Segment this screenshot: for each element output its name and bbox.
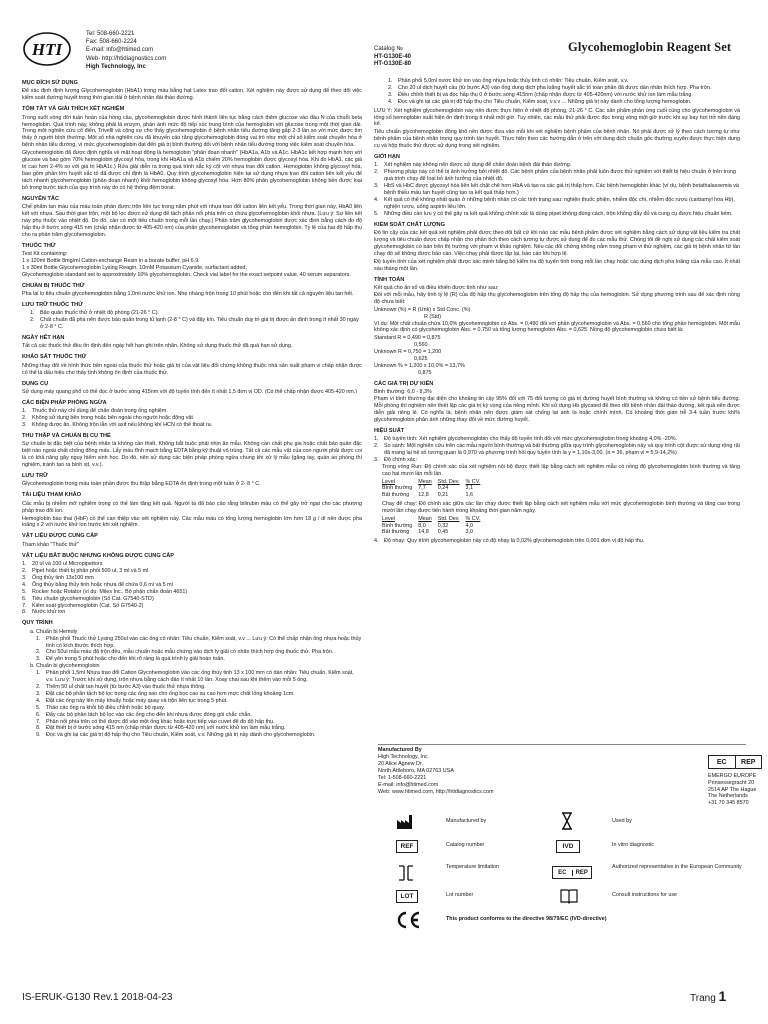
section-heading: TÍNH TOÁN (374, 276, 405, 283)
section-deterioration (22, 354, 362, 376)
lot-icon: LOT (396, 890, 418, 903)
catalog-number: HT-G130E-40 (374, 53, 412, 60)
ivd-icon: IVD (556, 840, 580, 853)
section-instrument (22, 381, 362, 396)
list-item: 3. HbS và HbC được glycosyl hóa liên kết chặt chẽ hơn HbA và tạo ra các giá trị thấp hơn. Các bệnh hemoglobin khác (ví dụ, bệnh betathalassemia và bệnh thiếu máu tan huyết cũng tạo ra kết quả thấp hơn.) (374, 183, 739, 197)
section-text: Hemoglobin bào thai (HbF) có thể can thiệp vào xét nghiệm này. Các mẫu máu có tổng lượng hemoglobin lớn hơn 18 g / dl nên được pha loãng x 2 với nước khử ion trước khi xét nghiệm. (22, 515, 362, 529)
rep-label: REP (741, 758, 756, 766)
section-text: Độ tin cậy của các kết quả xét nghiệm phải được theo dõi bất cứ khi nào các mẫu bệnh phẩm được xét nghiệm bằng cách sử dụng vật liệu kiểm tra chất lượng và tiêu chuẩn được chấp nhận cho phân tích theo cách tương tự được sử dụng để đo các mẫu thử. Chúng tôi đề nghị sử dụng các chất kiểm soát glycohemoglobin có bán trên thị trường với phạm vi khảo nghiệm. Nếu các đối chứng không nằm trong phạm vi thử nghiệm, các giá trị bệnh nhân từ lần chạy đó sẽ không được báo cáo. Việc chạy phải được lặp lại, báo cáo khi hợp lệ. (374, 230, 740, 257)
contact-line: Web- http://htidiagnostics.com (86, 55, 167, 62)
section-specimen (22, 433, 362, 469)
list-item: 4. Đặt các ống này lên máy khuấy hoặc máy quay và trộn liên tục trong 5 phút. (36, 697, 228, 704)
section-heading: HIỆU SUẤT (374, 427, 405, 434)
section-summary (22, 106, 362, 191)
address-line: Prinsessegracht 20 (708, 779, 755, 786)
section-reagent-prep (22, 283, 362, 298)
formula-line: Unknown R = 0,750 = 1,200 (374, 349, 442, 356)
section-text: Sự chuẩn bị đặc biệt của bệnh nhân là không cần thiết. Không bắt buộc phải nhịn ăn mẫu. Không cần chất phụ gia hoặc chất bảo quản đặc biệt nào ngoài chất chống đông máu. Lấy máu tĩnh mạch bằng EDTA bằng kỹ thuật vô trùng. Tất cả các mẫu vật của con người phải được coi là có khả năng gây nguy hiểm sinh học. Do đó, nên sử dụng các biện pháp phòng ngừa chung khi xử lý mẫu (găng tay, quần áo phòng thí nghiệm, tránh tạo ra bình xịt, v.v.). (22, 441, 362, 469)
list-item: 2. Cho 50ul mẫu máu đã trộn đều, mẫu chuẩn hoặc mẫu chứng vào dịch ly giải có nhãn thích hợp ống thuốc thử. Pha trộn. (36, 649, 334, 656)
list-item: 1. Độ tuyến tính: Xét nghiệm glycohemoglobin cho thấy độ tuyến tính đối với mức glycohemoglobin trong khoảng 4,0% -20%. (374, 436, 678, 443)
list-item: 3. Điều chỉnh thiết bị và đọc hấp thụ 0 ở bước sóng 415nm (chấp nhận được từ 405-420nm) với nước khử ion làm mẫu trắng. (388, 91, 693, 98)
formula-line: 0,875 (418, 369, 432, 376)
procedure-sub-label: a. Chuẩn bị Hemoly (30, 628, 78, 635)
table-row: Bất thường 14,8 0,45 3,0 (382, 529, 474, 536)
table-header: Std. Dev. (437, 478, 460, 485)
list-item: 3. Đặt các bộ phân tách bộ lọc trong các ống sao cho ống bọc cao su cao hơn mực chất lỏng khoảng 1cm. (36, 690, 295, 697)
table-header: Level (382, 515, 395, 522)
address-line: +31 70 345 8570 (708, 800, 749, 807)
contact-line: E-mail: info@htimed.com (86, 47, 154, 54)
table-row: Bình thường 7,7 0,24 3,1 (382, 485, 474, 492)
calc-line: Đối với mỗi mẫu, hãy tính tỷ lệ (R) của độ hấp thụ glycohemoglobin trên tổng độ hấp thụ của hemoglobin. Sử dụng phương trình sau để xác định nồng độ chưa biết: (374, 291, 740, 305)
procedure-sub-label: b. Chuẩn bị glycohemoglobin (30, 663, 100, 670)
section-heading: QUY TRÌNH (22, 620, 53, 627)
table-header: % CV. (465, 515, 481, 522)
section-text: Những thay đổi về hình thức bên ngoài của thuốc thử hoặc giá trị của vật liệu đối chứng không thuộc nhà sản xuất phạm vi chấp nhận được có thể là dấu hiệu cho thấy tình không ổn định của thuốc thử. (22, 362, 362, 376)
section-heading: KIỂM SOÁT CHẤT LƯỢNG (374, 221, 445, 228)
left-column (22, 80, 362, 743)
list-item: 2. Không sử dụng bên trong hoặc bên ngoài cho người hoặc động vật. (22, 415, 195, 422)
list-item: 1. Phân phối Thuốc thử Lysing 250ul vào các ống có nhãn: Tiêu chuẩn, Kiểm soát, v.v ... Lưu ý: Có thể chấp nhận ống nhựa hoặc thủy tinh có kích thước thích hợp. (36, 635, 362, 649)
note-text: LƯU Ý: Xét nghiệm glycohemoglobin này nên được thực hiện ở nhiệt độ phòng, 21-26 ° C. Các sản phẩm phản ứng cuối cùng cho glycohemoglobin và tổng số hemoglobin xuất hiện ổn định trong ít nhất một giờ. Tuy nhiên, các mẫu thử phải được đọc trong vòng một giờ trước khi sự bay hơi trở nên đáng kể. (374, 107, 740, 128)
list-item: 4. Độ nhạy: Quy trình glycohemoglobin này có độ nhạy là 0,02% glycohemoglobin trên 0,001 đơn vị độ hấp thụ. (374, 538, 645, 545)
section-text: Trong suốt vòng đời tuần hoàn của hồng cầu, glycohemoglobin được hình thành liên tục bằng cách thêm glucose vào đầu N của chuỗi beta hemoglobin. Quá trình này, không phải là enzym, phản ánh mức độ tiếp xúc trung bình của hemoglobin với glucose trong một thời gian dài. Trong một nghiên cứu cổ điển, Trivelli và cộng sự cho thấy glycohemoglobin ở bệnh nhân tiểu đường tăng gấp 2-3 lần so với mức được tìm thấy ở người bình thường. Một số nhà nghiên cứu đã khuyến cáo rằng glycohemoglobin đóng vai trò như một chỉ số kiểm soát chuyển hóa ở bệnh nhân tiểu đường, vì mức glycohemoglobin đạt đến giá trị bình thường đối với bệnh nhân tiểu đường trong việc kiểm soát chuyển hóa. (22, 114, 362, 149)
ec-label: EC (709, 756, 736, 768)
table-row: Bình thường 8,0 0,32 4,0 (382, 522, 474, 529)
list-item: 7. Phân nổi phía trên có thể được đổ vào một ống khác hoặc trực tiếp vào cuvet để đo độ hấp thụ. (36, 718, 275, 725)
formula-line: Standard R = 0,490 = 0,875 (374, 335, 441, 342)
section-text: Pha lại lọ tiêu chuẩn glycohemoglobin bằng 1,0ml nước khử ion. Nhẹ nhàng trộn trong 10 phút hoặc cho đến khi tất cả nguyên liệu tan hết. (22, 290, 354, 297)
list-item: 4. Đọc và ghi lại các giá trị độ hấp thụ cho Tiêu chuẩn, Kiểm soát, v.v.v ... Những giá trị này dành cho tổng lượng hemoglobin. (388, 98, 692, 105)
list-item: 6. Đẩy các bộ phân tách bộ lọc vào các ống cho đến khi nhựa được đóng gói chắc chắn. (36, 711, 252, 718)
list-item: 1. 20 ul và 100 ul Micropipettors (22, 561, 103, 568)
address-line: North Attleboro, MA 02763 USA (378, 768, 454, 774)
ec-rep-address (708, 773, 756, 807)
list-item: 9. Đọc và ghi lại các giá trị độ hấp thụ cho Tiêu chuẩn, Kiểm soát, v.v. Những giá trị này dành cho glycohemoglobin. (36, 732, 316, 739)
section-text: Các mẫu bị nhiễm mỡ nghiêm trọng có thể làm tăng kết quả. Người ta đã báo cáo rằng bilirubin máu có thể gây trở ngại cho các phương pháp trao đổi ion. (22, 500, 362, 514)
address-line: E-mail: info@htimed.com (378, 782, 439, 788)
symbol-label: Used by (612, 818, 632, 824)
section-heading: THU THẬP VÀ CHUẨN BỊ CỤ THỂ (22, 432, 111, 439)
section-heading: NGUYÊN TẮC (22, 195, 59, 202)
list-item: 2. Phương pháp này có thể bị ảnh hưởng bởi nhiệt độ. Các bệnh phẩm của bệnh nhân phải luôn được thử nghiệm với thiết bị hiệu chuẩn ở trên trong quá trình chạy để loại bỏ ảnh hưởng của nhiệt độ. (374, 169, 736, 183)
factory-icon (396, 814, 414, 830)
section-storage (22, 473, 362, 488)
list-item: 2. Pipet hoặc thiết bị phân phối 500 ul, 3 ml và 5 ml (22, 567, 149, 574)
section-heading: KHẢO SÁT THUỐC THỬ (22, 354, 87, 361)
section-interference (22, 492, 362, 529)
symbol-label: Lot number (446, 892, 474, 898)
section-heading: DỤNG CỤ (22, 380, 49, 387)
list-item: 8. Đặt thiết bị ở bước sóng 415 nm (chấp nhận được từ 405-420 nm) với nước khử ion làm mẫu trắng. (36, 725, 286, 732)
formula-line: Unknown (%) = R (Unk) x Std Conc. (%) (374, 306, 471, 313)
hourglass-icon (560, 812, 574, 830)
symbol-label: Consult instructions for use (612, 892, 678, 898)
section-reagent-storage (22, 302, 362, 331)
section-text: Tham khảo "Thuốc thử" (22, 541, 79, 548)
symbol-label: Temperature limitation (446, 864, 500, 870)
manufacturer-label: Manufactured By (378, 747, 422, 753)
section-heading: LƯU TRỮ (22, 473, 48, 479)
between-run-table (382, 516, 486, 536)
contact-line: Fax: 508-660-2224 (86, 39, 137, 46)
section-limitations (374, 154, 740, 218)
reagent-line: 1 x 120ml Bottle 8mg/ml Cation-exchange Resin in a borate buffer, pH 6.9. (22, 257, 200, 264)
ce-mark-icon (394, 910, 422, 930)
symbol-label: Manufactured by (446, 818, 487, 824)
list-item: 1. Phân phối 5,0ml nước khử ion vào ống nhựa hoặc thủy tinh có nhãn: Tiêu chuẩn, Kiểm soát, v.v. (388, 78, 629, 84)
within-run-table (382, 479, 486, 499)
symbol-label: Authorized representative in the European Community (612, 864, 742, 870)
list-item: 7. Kiểm soát glycohemoglobin (Cat. Số G7540-2) (22, 602, 144, 609)
address-line: High Technology, Inc. (378, 754, 430, 760)
list-item: 3. Độ chính xác: (374, 456, 417, 463)
table-header: Level (382, 478, 395, 485)
address-line: 2514 AP The Hague (708, 786, 757, 793)
reagent-line: 1 x 30ml Bottle Glycohemoglobin Lysing Reagin, 10mM Potassium Cyanide, surfactant added. (22, 264, 247, 271)
book-icon (560, 888, 578, 904)
list-item: 2. So sánh: Một nghiên cứu trên các mẫu người bình thường và bất thường giữa quy trình glycohemoglobin này và quy trình cột được sử dụng rộng rãi đã mang lại hệ số tương quan là 0,970 và phương trình hồi quy tuyến tính là y = 1,10x-3,00. (n = 36, phạm vi = 5,9-14,2%) (374, 443, 740, 456)
note-text: Tiêu chuẩn glycohemoglobin đông khô nên được đưa vào mỗi khi xét nghiệm bệnh phẩm của bệnh nhân. Nó phải được xử lý theo cách tương tự như bệnh phẩm của bệnh nhân trong quy trình tán huyết. Thực hiện theo các hướng dẫn ở trên với dung dịch chuẩn gốc thường xuyên được thực hiện dung cụ và hộp thuốc thử được sử dụng trong xét nghiệm. (374, 129, 740, 150)
section-text: Độ tuyến tính của xét nghiệm phải được xác minh bằng bộ kiểm tra độ tuyến tính trong mỗi lần chạy hoặc các dung dịch pha loãng của mẫu cao. Ít nhất sáu tháng một lần. (374, 258, 740, 272)
document-id: IS-ERUK-G130 Rev.1 2018-04-23 (22, 992, 173, 1003)
company-name: High Technology, Inc (86, 63, 146, 70)
section-heading: VẬT LIỆU BẮT BUỘC NHƯNG KHÔNG ĐƯỢC CUNG CẤP (22, 552, 175, 559)
section-intended-use (22, 80, 362, 102)
list-item: 3. Để yên trong 5 phút hoặc cho đến khi rõ ràng là quá trình ly giải hoàn toàn. (36, 656, 225, 663)
formula-line: 0,625 (414, 356, 428, 363)
page-label: Trang (690, 993, 716, 1004)
section-calculation (374, 277, 740, 377)
section-heading: CÁC BIỆN PHÁP PHÒNG NGỪA (22, 399, 107, 406)
page-number (690, 988, 726, 1004)
catalog-label: Catalog № (374, 46, 403, 52)
list-item: 2. Chất chuẩn đã pha nên được bảo quản trong tủ lạnh (2-8 ° C) và đậy kín. Tiêu chuẩn duy trì giá trị được ấn định trong ít nhất 30 ngày ở 2-8 ° C. (30, 317, 359, 331)
ec-rep-badge (708, 755, 762, 769)
section-heading: MỤC ĐÍCH SỬ DỤNG (22, 80, 78, 86)
section-expiry (22, 335, 362, 350)
ref-icon: REF (396, 840, 418, 853)
section-principle (22, 196, 362, 239)
section-heading: VẬT LIỆU ĐƯỢC CUNG CẤP (22, 533, 98, 540)
list-item: 6. Tiêu chuẩn glycohemoglobin (Số Cat. G7540-STD) (22, 595, 154, 602)
section-text: Bình thường: 6,0 - 8,3% (374, 389, 432, 396)
list-item: 5. Tháo các ống ra khỏi bộ điều chỉnh hoặc bộ quay. (36, 704, 165, 711)
section-text: Sử dụng máy quang phổ có thể đọc ở bước sóng 415nm với độ tuyến tính đến ít nhất 1,5 đơn vị OD. (Có thể chấp nhận được 405-420 nm.) (22, 388, 358, 395)
table-header: Mean (418, 515, 432, 522)
list-item: 2. Cho 20 ul dịch huyết cầu (từ bước A3) vào ống dung dịch pha loãng huyết sắc tố toàn phần đã được dán nhãn thích hợp. Pha trộn. (388, 84, 712, 91)
list-item: 4. Ống thủy bằng thủy tinh hoặc nhựa để chứa 0,6 ml và 5 ml (22, 581, 173, 588)
calc-line: Kết quả cho ẩn số và điều khiển được tính như sau: (374, 284, 499, 291)
section-reagents (22, 243, 362, 279)
list-item: 3. Không được ăn. Không trộn lẫn với axit nếu không khí HCN có thể thoát ra. (22, 422, 213, 429)
contact-line: Tel: 508-660-2221 (86, 31, 135, 37)
formula-line: Unknown % = 1,200 x 10,0% = 13,7% (374, 362, 465, 369)
section-heading: LƯU TRỮ THUỐC THỬ (22, 301, 83, 308)
precision-text: Chạy để chạy: Độ chính xác giữa các lần chạy được thiết lập bằng cách xét nghiệm mẫu với mức glycohemoglobin bình thường và tăng cao trong mười lần chạy được tiến hành trong khoảng thời gian năm ngày. (382, 500, 740, 514)
section-heading: NGÀY HẾT HẠN (22, 335, 65, 341)
section-heading: TÓM TẮT VÀ GIẢI THÍCH XÉT NGHIỆM (22, 106, 125, 113)
address-line: 20 Alice Agnew Dr. (378, 761, 423, 767)
section-heading: THUỐC THỬ (22, 242, 56, 249)
section-text: Tất cả các thuốc thử đều ổn định đến ngày hết hạn ghi trên nhãn. Không sử dụng thuốc thử đã quá hạn sử dụng. (22, 343, 293, 350)
section-text: Để xác định định lượng Glycohemoglobin (HbA1) trong máu bằng hạt Latex trao đổi cation. Xét nghiệm này được sử dụng để theo dõi việc kiểm soát đường huyết trong thời gian dài ở bệnh nhân đái tháo đường. (22, 88, 362, 102)
address-line: Web: www.htimed.com, http://htidiagnostics.com (378, 789, 494, 795)
hti-logo (22, 30, 72, 68)
list-item: 5. Những điều cần lưu ý có thể gây ra kết quả không chính xác là dùng pipet không đúng cách, trộn không đầy đủ và cung cụ được hiệu chuẩn kém. (374, 210, 733, 217)
table-row: Bất thường 12,8 0,21 1,6 (382, 492, 474, 499)
section-quality-control (374, 222, 740, 273)
section-performance (374, 428, 740, 545)
list-item: 1. Phân phối 1,5ml Nhựa trao đổi Cation Glycohemoglobin vào các ống thủy tinh 13 x 100 mm có dán nhãn: Tiêu chuẩn, Kiểm soát, v.v. Lưu ý: Trước khi sử dụng, trộn nhựa bằng cách đảo ít nhất 10 lần. Xoay chai sau khi thêm vào mỗi 5 ống. (36, 670, 354, 684)
list-item: 5. Rocker hoặc Rotator (ví dụ: Miles Inc., Bộ phận chẩn đoán 4651) (22, 588, 188, 595)
catalog-number: HT-G130E-80 (374, 61, 412, 67)
section-expected-values (374, 381, 740, 424)
catalog-block (374, 46, 411, 69)
list-item: 4. Kết quả có thể không nhất quán ở những bệnh nhân có các tình trạng sau: nghiện thuốc phiện, nhiễm độc chì, nhiễm độc rượu (carbamyl hóa Hb), nghiện rượu, uống aspirin liều lớn. (374, 197, 735, 210)
address-line: EMERGO EUROPE (708, 773, 757, 779)
section-heading: TÀI LIỆU THAM KHẢO (22, 492, 82, 499)
symbol-label: Catalog number (446, 842, 485, 848)
svg-text:HTI: HTI (31, 40, 63, 59)
calc-line: Ví dụ: Một chất chuẩn chứa 10,0% glycohemoglobin có Abs. = 0,490 đối với phần glycohemoglobin và Abs. = 0,560 cho tổng phần hemoglobin. Một mẫu không xác định có glycohemoglobin Abs. = 0,750 và tổng lượng hemoglobin Abs. = 0,625. Nồng độ glycohemoglobin chưa biết là: (374, 320, 740, 334)
section-text: Glycohemoglobin đã được định nghĩa về mặt hoạt động là hemoglobin "phân đoạn nhanh" (HbA1a, A1b và A1c. HbA1c kết hợp mạnh hơn với glucose và bao gồm 70% hemoglobin glycosyl hóa, trong khi HbA1a và A1b chiếm 20% hemoglobin được glycosyl hóa. Khi đo HbA1, các giá trị cao hơn 2-4% so với giá trị HbA1c.) Rửa giải diễn ra trong quá trình sắc ký cột với nhựa trao đổi cation. Hemoglobin không glycosyl hóa, bao gồm phần lớn huyết sắc tố đã được chỉ định là HbA0. Quy trình glycohemoglobin hiện tại sử dụng nhựa trao đổi cation liên kết yếu để tách nhanh glycohemoglobin (phân đoạn nhanh) khỏi hemoglobin không glycosyl hóa. Hơn 80% phân glycohemoglobin không bền được loại bỏ trong bước tách của quy trình này do có hệ thống đệm borat. (22, 150, 362, 191)
formula-line: 0,560 (414, 342, 428, 349)
reagent-line: Glycohemoglobin standard set to approximately 10% glycohemoglobin. Check vial label for the exact setpoint value. 40 serum separators. (22, 271, 351, 278)
section-text: Glycohemoglobin trong máu toàn phần được thu thập bằng EDTA ổn định trong một tuần ở 2- 8 ° C. (22, 481, 261, 488)
contact-block (86, 30, 166, 71)
list-item: 1. Thuốc thử này chỉ dùng để chẩn đoán trong ống nghiệm. (22, 408, 168, 415)
section-materials-provided (22, 533, 362, 548)
section-text: Phạm vi bình thường đại diện cho khoảng tin cậy 95% đối với 75 đối tượng có giá trị đường huyết bình thường và không có tiền sử bệnh tiểu đường. Mỗi phòng thí nghiệm nên thiết lập các giá trị kỳ vọng của riêng mình. Khi sử dụng Hb glycated để theo dõi bệnh nhân đái tháo đường, kết quả nên được diễn giải riêng lẻ. Có nghĩa là, bệnh nhân nên được giám sát chống lại anh ta hoặc chính mình. Có khoảng thời gian trễ 3-4 tuần trước khi% glycohemoglobin phản ánh những thay đổi về mức đường huyết. (374, 396, 740, 423)
section-heading: GIỚI HẠN (374, 154, 400, 161)
table-header: % CV. (465, 478, 481, 485)
ec-rep-icon: EC REP (552, 866, 592, 879)
section-heading: CÁC GIÁ TRỊ DỰ KIẾN (374, 380, 434, 387)
precision-text: Trong vòng Run: Độ chính xác của xét nghiệm nội bộ được thiết lập bằng cách xét nghiệm mẫu có nồng độ glycohemoglobin bình thường và tăng cao hai mươi lần mỗi lần. (382, 463, 740, 477)
list-item: 2. Thêm 50 ul chất tan huyết (từ bước A3) vào thuốc thử nhựa thông. (36, 683, 206, 690)
section-procedure (22, 620, 362, 739)
section-heading: CHUẨN BỊ THUỐC THỬ (22, 282, 85, 289)
section-precautions (22, 400, 362, 429)
symbol-label: In vitro diagnostic (612, 842, 654, 848)
table-header: Std. Dev. (437, 515, 460, 522)
manufacturer-address (378, 747, 494, 796)
table-header: Mean (418, 478, 432, 485)
list-item: 3. Ống thủy tinh 13x100 mm (22, 574, 94, 581)
reagent-line: Test Kit containing: (22, 250, 68, 257)
right-column (374, 78, 740, 549)
list-item: 1. Bảo quản thuốc thử ở nhiệt độ phòng (21-26 ° C). (30, 310, 159, 317)
address-line: Tel: 1-508-660-2221 (378, 775, 427, 781)
manufacturer-block (378, 744, 757, 807)
page-num: 1 (718, 988, 727, 1004)
formula-line: R (Std) (424, 313, 442, 320)
address-line: The Netherlands (708, 793, 748, 800)
list-item: 8. Nước khử ion (22, 609, 66, 616)
list-item: 1. Xét nghiệm này không nên được sử dụng để chẩn đoán bệnh đái tháo đường. (374, 162, 572, 169)
ce-conformity-text: This product conforms to the directive 98/79/EC (IVD-directive) (446, 916, 607, 922)
section-materials-required (22, 553, 362, 617)
thermometer-icon (396, 864, 416, 882)
document-title: Glycohemoglobin Reagent Set (568, 40, 732, 54)
section-text: Chế phẩm tan máu của máu toàn phần được trộn liên tục trong năm phút với nhựa trao đổi cation liên kết yếu. Trong thời gian này, HbA0 liên kết với nhựa. Sau thời gian trộn, một bộ lọc được sử dụng để tách phần nổi phía trên có chứa glycohemoglobin khỏi nhựa. (Lưu ý: Sự liên kết này phụ thuộc vào nhiệt độ. Do đó, cần có một tiêu chuẩn trong mỗi lần chạy.) Phần trăm glycohemoglobin được xác định bằng cách đo độ hấp thụ ở bước sóng 415 nm (chấp nhận được từ 405-420 nm) của phần glycohemoglobin và tổng phần hemoglobin. Tỷ lệ của hai độ hấp thụ cho ra phần trăm glycohemoglobin. (22, 204, 362, 238)
